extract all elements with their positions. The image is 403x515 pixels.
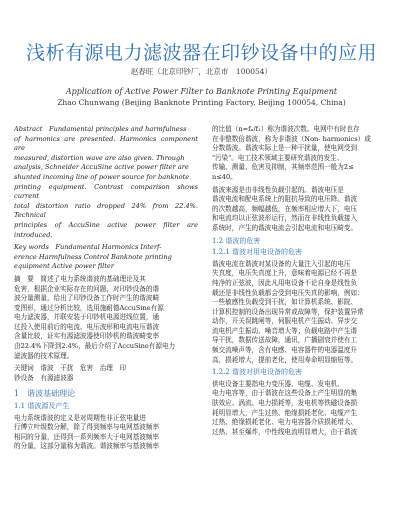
author-line: 赵春旺（北京印钞厂，北京市 100054） xyxy=(130,67,273,76)
section-1-2-2-text: 供电设备主要指电力变压器、电缆、发电机、 电力电容等，由于谐波在这些设备上产生明显的集 肤效应、涡流、电力损耗等，发电机等铁磁设备损 耗明显增大，产生过热、绝缘损耗老化、电缆产生 过热、绝缘损耗老化、电力电容器介质损耗增大、 过热、甚至爆炸，中性线电流明显增大，由于谐波 xyxy=(212,379,358,436)
section-1-2-2-heading: 1.2.2 谐波对供电设备的危害 xyxy=(212,368,303,377)
harmonic-source-paragraph: 谐波来源是由非线性负载引起的。谐波电压是 谐波电流和配电系统上的阻抗导致的电压降。谐波 的次数越高，频幅越低，在频率相应增大下，电压 和电流均以正弦波形运行，然而在非线性负载接入 系统时，产生的谐波电流会引起电流和电压畸变。 xyxy=(212,185,358,232)
english-abstract: Abstract Fundamental principles and harmfulness of harmonics are presented. Harmonics component are measured, distortion wave are also given. Through analysis, Schneider AccuSine active power filter are shunted incoming line of power source for banknote printing equipment. Contrast comparison shows current total distortion ratio dropped 24% from 22.4%. Technical principles of AccuSine active power filter are introduced. xyxy=(14,125,198,239)
section-1-2-1-heading: 1.2.1 谐波对用电设备的危害 xyxy=(212,248,303,257)
harmonic-order-paragraph: 的比值（n=fₙ/f₁）称为谐波次数。电网中有时也存 在非整数倍谐波，称为非谐波（Non- harmonics）或 分数谐波。谐波实际上是一种干扰量，使电网受到 "污染"。电工技术领域主要研究谐波的发生、 传输、测量、危害及抑制，其频率范围一般为2≤ n≤40。 xyxy=(212,125,371,181)
section-1-1-heading: 1.1 谐波源及产生 xyxy=(14,402,70,411)
section-1-1-text: 电力系统谐波的定义是对周期性非正弦电量进 行傅立叶级数分解，除了得到频率与电网基波频率 相同的分量，还得到一系列频率大于电网基波频率 的分量，这部分量称为谐波。谐波频率与基波频率 xyxy=(14,413,160,451)
chinese-abstract: 摘 要 简述了电力系统谐波的基础理论及其 危害，根据企业实际存在的问题，对印钞设备的谐 波分量测量，给出了印钞设备工作时产生的谐波畸 变图形，通过分析比较，选用施耐德AccuSine有源 电力滤波器，并联安装于印钞机电源进线位置，通 过投入使用前后的电流、电压波形和电流电压谐波 含量比较，证实有源滤波器使印钞机的谐波畸变率 由22.4%下降到2.4%，最后介绍了AccuSine有源电力 滤波器的技术原理。 xyxy=(14,274,176,360)
section-1-2-heading: 1.2 谐波的危害 xyxy=(212,236,261,245)
english-author-line: Zhao Chunwang (Beijing Banknote Printing Factory, Beijing 100054, China) xyxy=(57,98,346,107)
english-keywords: Key words Fundamental Harmonics Interf- erence Harmfulness Control Banknote printing equipment Active power filter xyxy=(14,243,172,271)
right-column xyxy=(212,125,396,440)
paper-title: 浅析有源电力滤波器在印钞设备中的应用 xyxy=(25,42,377,64)
section-1-2-1-text: 谐波电流在谐波对某设备的大量注入引起的电压 失真度，电压失真度上升，意味着电源已经不再是 纯净的正弦波，因此凡用电设备不论自身是线性负 载还是非线性负载都会受到电压失真的影响，例如： 一些敏感性负载受到干扰，如计算机系统、影院、 计算机控制的设备出现异常或故障等，保护装置异常 动作，开关误跳闸等，伺服电机产生振动、异步交 流电机产生振动、噪音增大等；负载电路中产生谐 导干扰，数据传送故障，通讯，广播剧衰并使有工 频交流噪声等，含有电感、电容器件的电器温度升 高，损耗增大，提前老化，使用寿命明显缩短等。 xyxy=(212,259,364,364)
chinese-keywords: 关键词 谐波 干扰 危害 治理 印 钞设备 有源滤波器 xyxy=(14,364,127,382)
left-column xyxy=(14,125,198,455)
english-title: Application of Active Power Filter to Banknote Printing Equipment xyxy=(65,87,338,96)
section-1-heading: 1 谐波基础理论 xyxy=(14,389,76,399)
